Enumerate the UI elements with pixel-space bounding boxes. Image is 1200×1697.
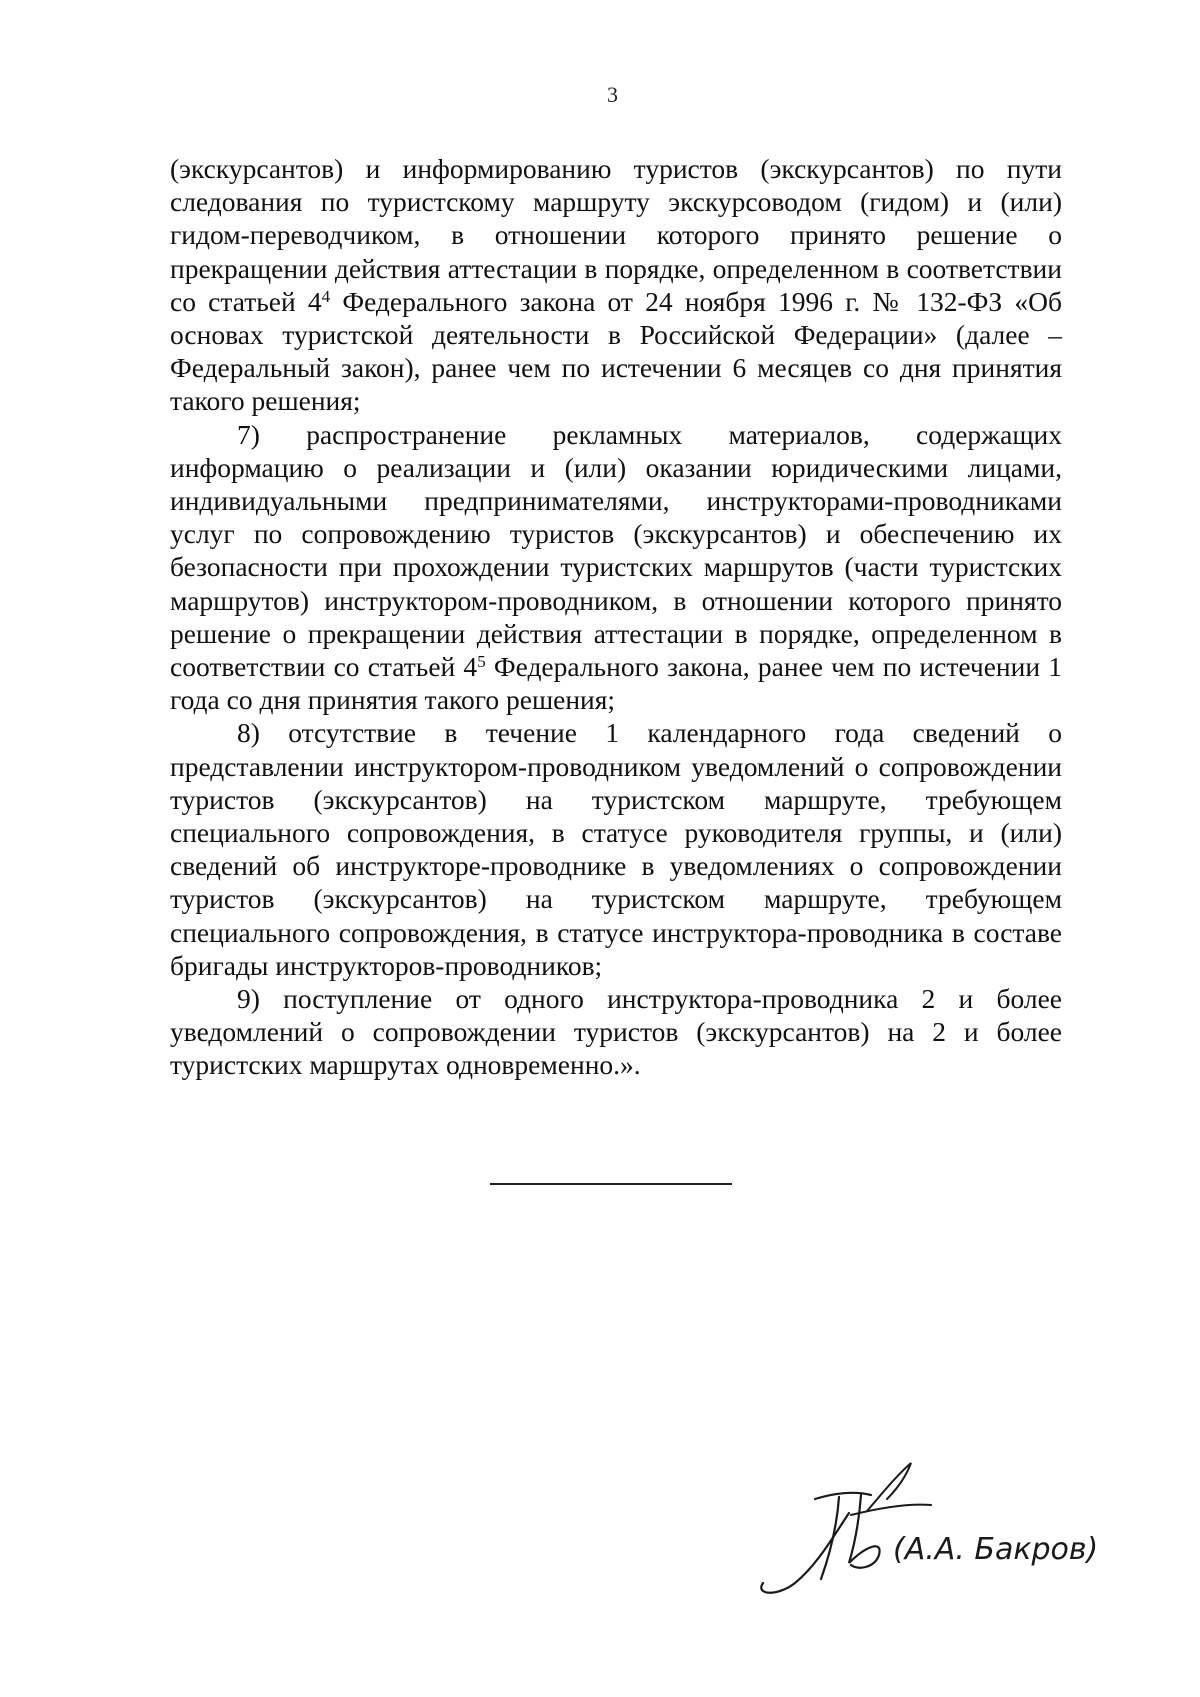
paragraph-text: 7) распространение рекламных материалов, содержащих информацию о реализации и (или) оказании юридическими лицами, индивидуальными предпринимателями, инструкторами-проводниками услуг по сопровождению туристов (экскурсантов) и обеспечению их безопасности при прохождении туристских маршрутов (части туристских маршрутов) инструктором-проводником, в отношении которого принято решение о прекращении действия аттестации в порядке, определенном в соответствии со статьей 4 <box>170 418 1062 683</box>
document-body <box>170 152 1062 1082</box>
paragraph-text: Федерального закона, ранее чем по истечении 1 года со дня принятия такого решения; <box>170 651 1062 716</box>
paragraph-text: 8) отсутствие в течение 1 календарного года сведений о представлении инструктором-проводником уведомлений о сопровождении туристов (экскурсантов) на туристском маршруте, требующем специального сопровождения, в статусе руководителя группы, и (или) сведений об инструкторе-проводнике в уведомлениях о сопровождении туристов (экскурсантов) на туристском маршруте, требующем специального сопровождения, в статусе инструктора-проводника в составе бригады инструкторов-проводников; <box>170 717 1062 981</box>
paragraph-continuation <box>170 152 1062 418</box>
superscript: 5 <box>477 652 486 672</box>
signature-name: (А.А. Бакров) <box>893 1532 1099 1567</box>
page-number: 3 <box>607 82 618 107</box>
paragraph-text: Федерального закона от 24 ноября 1996 г. № 132-ФЗ «Об основах туристской деятельности в Российской Федерации» (далее – Федеральный закон), ранее чем по истечении 6 месяцев со дня принятия такого решения; <box>170 285 1062 417</box>
handwritten-signature <box>755 1455 1099 1600</box>
separator-line <box>490 1183 732 1185</box>
signature-image <box>755 1455 1099 1600</box>
paragraph-item-9 <box>170 982 1062 1082</box>
paragraph-text: (экскурсантов) и информированию туристов (экскурсантов) по пути следования по туристскому маршруту экскурсоводом (гидом) и (или) гидом-переводчиком, в отношении которого принято решение о прекращении действия аттестации в порядке, определенном в соответствии со статьей 4 <box>170 153 1062 317</box>
paragraph-item-7 <box>170 418 1062 717</box>
paragraph-item-8 <box>170 716 1062 982</box>
paragraph-text: 9) поступление от одного инструктора-проводника 2 и более уведомлений о сопровождении туристов (экскурсантов) на 2 и более туристских маршрутах одновременно.». <box>170 983 1062 1081</box>
superscript: 4 <box>321 286 331 306</box>
